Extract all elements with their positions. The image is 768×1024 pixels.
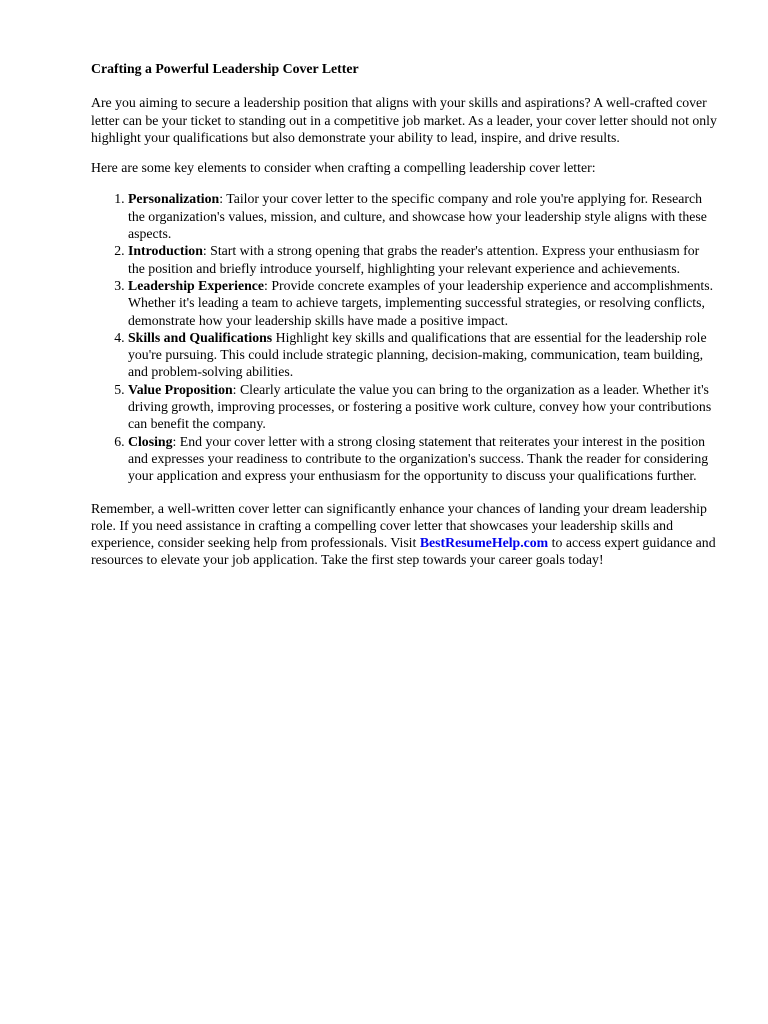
list-item-value-proposition [128, 381, 718, 433]
list-item-text: : Tailor your cover letter to the specific company and role you're applying for. Research the organization's values, mission, and culture, and showcase how your leadership style aligns with these aspects. [128, 191, 707, 242]
list-item-closing [128, 433, 718, 485]
list-item-personalization [128, 190, 718, 242]
list-item-term: Leadership Experience [128, 277, 265, 293]
list-item-term: Introduction [128, 243, 203, 259]
bestresumehelp-link[interactable]: BestResumeHelp.com [419, 535, 549, 551]
document-title: Crafting a Powerful Leadership Cover Letter [91, 61, 359, 76]
list-item-skills-and-qualifications [128, 329, 718, 381]
list-intro-paragraph: Here are some key elements to consider when crafting a compelling leadership cover letter: [91, 160, 596, 176]
list-item-introduction [128, 242, 718, 277]
list-item-leadership-experience [128, 277, 718, 329]
closing-paragraph [91, 500, 718, 569]
closing-text-before-link: Remember, a well-written cover letter can significantly enhance your chances of landing your dream leadership role. If you need assistance in crafting a compelling cover letter that showcases your leadership skills and experience, consider seeking help from professionals. Visit [91, 500, 707, 551]
list-item-text: : Clearly articulate the value you can bring to the organization as a leader. Whether it's driving growth, improving processes, or fostering a positive work culture, convey how your contributions can benefit the company. [128, 381, 712, 432]
document-content [91, 60, 718, 569]
list-item-term: Value Proposition [128, 381, 233, 397]
list-item-text: Highlight key skills and qualifications that are essential for the leadership role you're pursuing. This could include strategic planning, decision-making, communication, team building, and problem-solving abilities. [128, 329, 707, 380]
closing-text-after-link: to access expert guidance and resources to elevate your job application. Take the first step towards your career goals today! [91, 535, 716, 568]
intro-paragraph: Are you aiming to secure a leadership position that aligns with your skills and aspirations? A well-crafted cover letter can be your ticket to standing out in a competitive job market. As a leader, your cover letter should not only highlight your qualifications but also demonstrate your ability to lead, inspire, and drive results. [91, 95, 717, 145]
list-item-term: Closing [128, 433, 173, 449]
list-item-text: : Start with a strong opening that grabs the reader's attention. Express your enthusiasm for the position and briefly introduce yourself, highlighting your relevant experience and achievements. [128, 243, 700, 276]
list-item-term: Skills and Qualifications [128, 329, 273, 345]
key-elements-list [91, 190, 718, 484]
list-item-text: : Provide concrete examples of your leadership experience and accomplishments. Whether it's leading a team to achieve targets, implementing successful strategies, or resolving conflicts, demonstrate how your leadership skills have made a positive impact. [128, 277, 714, 328]
list-item-text: : End your cover letter with a strong closing statement that reiterates your interest in the position and expresses your readiness to contribute to the organization's success. Thank the reader for considering your application and express your enthusiasm for the opportunity to discuss your qualifications further. [128, 433, 709, 484]
list-item-term: Personalization [128, 191, 220, 207]
